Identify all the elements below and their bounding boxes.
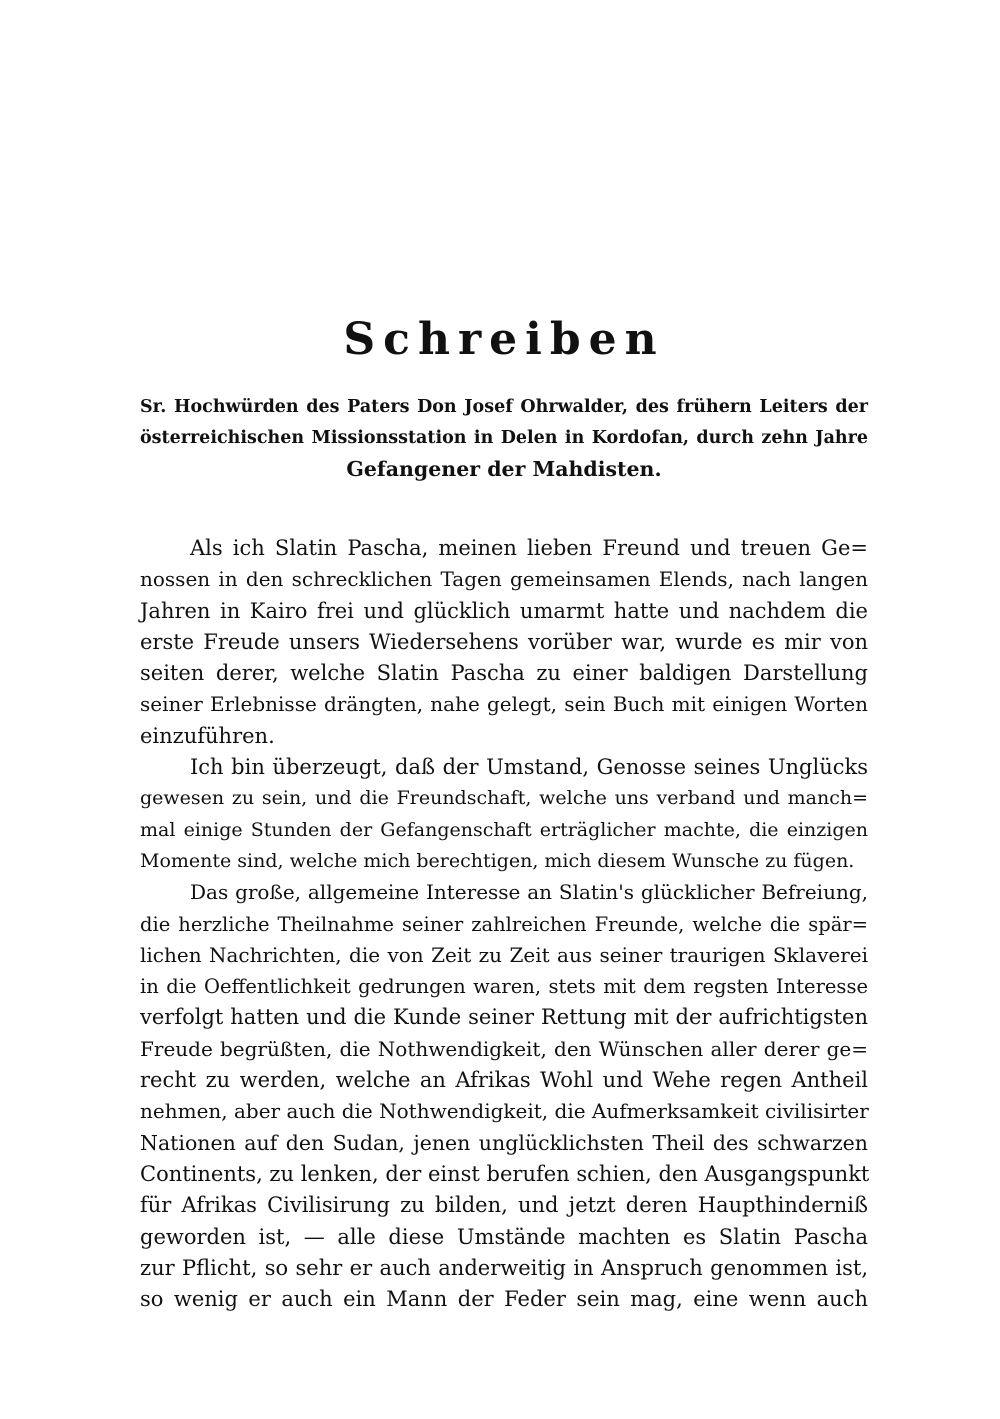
subtitle-line: Gefangener der Mahdisten. (346, 457, 662, 481)
page-title: Schreiben (343, 314, 665, 365)
text-line: Ich bin überzeugt, daß der Umstand, Genosse seines Unglücks (190, 755, 868, 780)
text-line: recht zu werden, welche an Afrikas Wohl und Wehe regen Antheil (140, 1068, 868, 1093)
text-line: seiner Erlebnisse drängten, nahe gelegt, sein Buch mit einigen Worten (140, 692, 868, 717)
text-line: gewesen zu sein, und die Freundschaft, welche uns verband und manch= (140, 787, 868, 810)
text-line: seiten derer, welche Slatin Pascha zu einer baldigen Darstellung (140, 661, 868, 686)
subtitle-line: österreichischen Missionsstation in Delen in Kordofan, durch zehn Jahre (140, 428, 868, 448)
text-line: nossen in den schrecklichen Tagen gemeinsamen Elends, nach langen (140, 567, 868, 592)
text-line: verfolgt hatten und die Kunde seiner Rettung mit der aufrichtigsten (140, 1005, 868, 1030)
text-line: einzuführen. (140, 723, 275, 748)
text-line: geworden ist, — alle diese Umstände machten es Slatin Pascha (140, 1224, 868, 1249)
text-line: Als ich Slatin Pascha, meinen lieben Freund und treuen Ge= (190, 536, 868, 560)
document-page (140, 0, 868, 1419)
text-line: lichen Nachrichten, die von Zeit zu Zeit aus seiner traurigen Sklaverei (140, 942, 868, 967)
text-line: Das große, allgemeine Interesse an Slatin's glücklicher Befreiung, (190, 880, 868, 905)
text-line: mal einige Stunden der Gefangenschaft erträglicher machte, die einzigen (140, 818, 868, 841)
text-line: nehmen, aber auch die Nothwendigkeit, die Aufmerksamkeit civilisirter (140, 1099, 869, 1124)
text-line: die herzliche Theilnahme seiner zahlreichen Freunde, welche die spär= (140, 912, 868, 936)
text-line: Freude begrüßten, die Nothwendigkeit, den Wünschen aller derer ge= (140, 1036, 868, 1061)
text-line: erste Freude unsers Wiedersehens vorüber war, wurde es mir von (140, 629, 868, 654)
text-line: so wenig er auch ein Mann der Feder sein mag, eine wenn auch (140, 1287, 868, 1312)
text-line: Nationen auf den Sudan, jenen unglücklichsten Theil des schwarzen (140, 1130, 868, 1155)
text-line: Continents, zu lenken, der einst berufen schien, den Ausgangspunkt (140, 1161, 870, 1186)
subtitle-line: Sr. Hochwürden des Paters Don Josef Ohrwalder, des frühern Leiters der (140, 397, 868, 417)
body-text (140, 533, 868, 1315)
text-line: für Afrikas Civilisirung zu bilden, und jetzt deren Haupthinderniß (140, 1193, 868, 1218)
subtitle-block (140, 392, 868, 485)
text-line: Jahren in Kairo frei und glücklich umarmt hatte und nachdem die (140, 598, 868, 623)
text-line: Momente sind, welche mich berechtigen, mich diesem Wunsche zu fügen. (140, 849, 855, 872)
text-line: zur Pflicht, so sehr er auch anderweitig in Anspruch genommen ist, (140, 1255, 868, 1280)
text-line: in die Oeffentlichkeit gedrungen waren, stets mit dem regsten Interesse (140, 975, 868, 999)
